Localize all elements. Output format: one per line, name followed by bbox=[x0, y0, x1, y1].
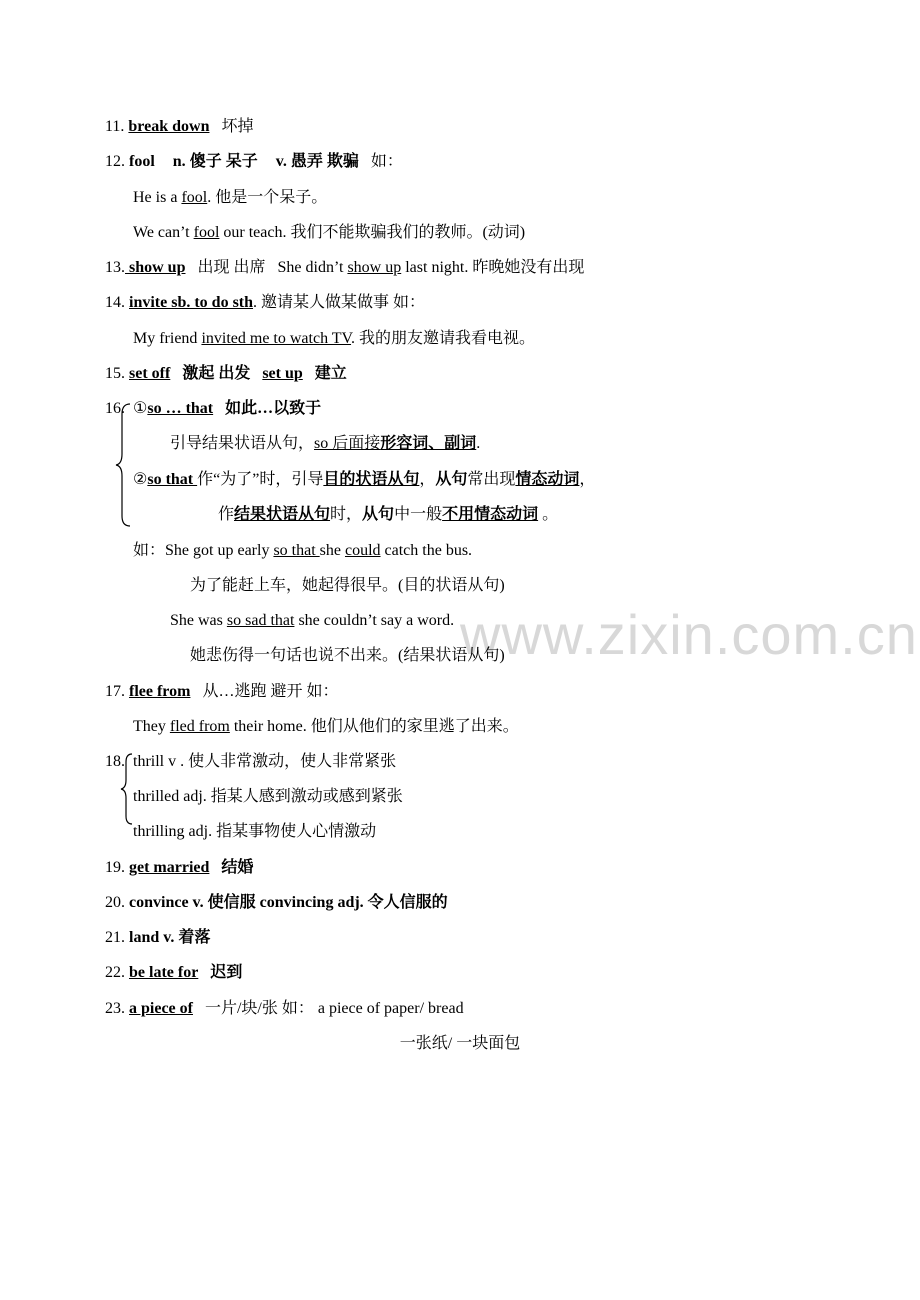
word-form: thrilling adj. 指某事物使人心情激动 bbox=[133, 823, 377, 840]
underlined-bold-text: 不用情态动词 bbox=[442, 506, 539, 523]
item-number: 16. bbox=[105, 400, 125, 417]
text: she couldn’t say a word. bbox=[294, 612, 455, 629]
item-19 bbox=[105, 858, 253, 878]
pos-label: v. bbox=[275, 153, 287, 170]
text: 作 bbox=[218, 506, 235, 523]
text: our teach. 我们不能欺骗我们的教师。(动词) bbox=[219, 224, 526, 241]
text: last night. 昨晚她没有出现 bbox=[401, 259, 585, 276]
item-number: 19. bbox=[105, 859, 125, 876]
item-20 bbox=[105, 893, 448, 913]
meaning: 出现 出席 bbox=[197, 259, 266, 276]
item-number: 12. bbox=[105, 153, 125, 170]
translation: 她悲伤得一句话也说不出来。(结果状语从句) bbox=[190, 647, 505, 664]
item-18 bbox=[105, 752, 125, 772]
text: 常出现 bbox=[467, 471, 516, 488]
item-number: 22. bbox=[105, 964, 125, 981]
watermark: www.zixin.com.cn bbox=[460, 603, 918, 666]
item-23 bbox=[105, 999, 464, 1019]
text: ， bbox=[419, 471, 436, 488]
text: . 他是一个呆子。 bbox=[207, 189, 328, 206]
text: catch the bus. bbox=[380, 542, 473, 559]
text: They bbox=[133, 718, 170, 735]
key-phrase: show up bbox=[125, 259, 186, 276]
underlined-bold-text: 结果状语从句 bbox=[234, 506, 331, 523]
meaning: 傻子 呆子 bbox=[189, 153, 258, 170]
meaning: 激起 出发 bbox=[182, 365, 251, 382]
text: 。 bbox=[538, 506, 559, 523]
item-16-point-2 bbox=[133, 470, 595, 490]
underlined-text: fool bbox=[193, 224, 220, 241]
underlined-bold-text: 目的状语从句 bbox=[323, 471, 420, 488]
example-sentence bbox=[133, 717, 519, 737]
item-number: 17. bbox=[105, 683, 125, 700]
meaning: 愚弄 欺骗 bbox=[290, 153, 359, 170]
text: she bbox=[319, 542, 345, 559]
text: She got up early bbox=[165, 542, 274, 559]
item-16 bbox=[105, 399, 125, 419]
meaning: 如此…以致于 bbox=[225, 400, 322, 417]
key-phrase: be late for bbox=[129, 964, 199, 981]
bold-text: 从句 bbox=[435, 471, 468, 488]
key-phrase: get married bbox=[129, 859, 210, 876]
word-form: thrill v . 使人非常激动，使人非常紧张 bbox=[133, 753, 397, 770]
underlined-text: show up bbox=[347, 259, 402, 276]
word-forms: convince v. 使信服 convincing adj. 令人信服的 bbox=[129, 894, 448, 911]
grammar-note bbox=[218, 505, 558, 525]
key-phrase: so that bbox=[147, 471, 198, 488]
circled-number: ① bbox=[133, 400, 148, 417]
item-number: 20. bbox=[105, 894, 125, 911]
item-number: 13. bbox=[105, 259, 125, 276]
underlined-text: so sad that bbox=[226, 612, 295, 629]
text: She didn’t bbox=[277, 259, 348, 276]
underlined-text: invited me to watch TV bbox=[201, 330, 352, 347]
text: their home. 他们从他们的家里逃了出来。 bbox=[229, 718, 519, 735]
circled-number: ② bbox=[133, 471, 148, 488]
translation: 一张纸/ 一块面包 bbox=[399, 1035, 521, 1052]
item-17 bbox=[105, 682, 338, 702]
item-number: 18. bbox=[105, 753, 125, 770]
item-number: 23. bbox=[105, 1000, 125, 1017]
text: 中一般 bbox=[394, 506, 443, 523]
meaning: 从…逃跑 避开 如： bbox=[202, 683, 339, 700]
item-number: 11. bbox=[105, 118, 125, 135]
example-sentence bbox=[133, 223, 525, 243]
example-sentence bbox=[133, 188, 327, 208]
meaning: 坏掉 bbox=[221, 118, 254, 135]
text: He is a bbox=[133, 189, 182, 206]
underlined-text: fool bbox=[181, 189, 208, 206]
item-12 bbox=[105, 152, 403, 172]
left-brace-icon bbox=[114, 402, 134, 528]
key-phrase: set up bbox=[262, 365, 303, 382]
item-22 bbox=[105, 963, 242, 983]
text: 时， bbox=[330, 506, 363, 523]
underlined-text: so 后面接 bbox=[314, 435, 381, 452]
meaning: 一片/块/张 如： a piece of paper/ bread bbox=[204, 1000, 464, 1017]
key-phrase: so … that bbox=[147, 400, 214, 417]
item-16-point-1 bbox=[133, 399, 321, 419]
underlined-bold-text: 情态动词 bbox=[515, 471, 580, 488]
meaning: 结婚 bbox=[221, 859, 254, 876]
item-11 bbox=[105, 117, 253, 137]
key-phrase: set off bbox=[129, 365, 171, 382]
key-phrase: break down bbox=[128, 118, 210, 135]
text: ， bbox=[579, 471, 596, 488]
underlined-text: so that bbox=[273, 542, 320, 559]
key-phrase: invite sb. to do sth bbox=[129, 294, 254, 311]
item-15 bbox=[105, 364, 347, 384]
example-sentence bbox=[133, 329, 535, 349]
key-phrase: flee from bbox=[129, 683, 191, 700]
underlined-bold-text: 形容词、副词 bbox=[380, 435, 477, 452]
item-number: 21. bbox=[105, 929, 125, 946]
text: My friend bbox=[133, 330, 202, 347]
item-21 bbox=[105, 928, 210, 948]
text: . 我的朋友邀请我看电视。 bbox=[351, 330, 536, 347]
example-lead: 如： bbox=[370, 153, 403, 170]
underlined-text: could bbox=[344, 542, 381, 559]
item-number: 15. bbox=[105, 365, 125, 382]
grammar-note bbox=[170, 434, 480, 454]
word-form: thrilled adj. 指某人感到激动或感到紧张 bbox=[133, 788, 403, 805]
text: . bbox=[476, 435, 481, 452]
meaning: 建立 bbox=[314, 365, 347, 382]
item-14 bbox=[105, 293, 425, 313]
key-word: fool bbox=[129, 153, 155, 170]
item-13 bbox=[105, 258, 584, 278]
text: We can’t bbox=[133, 224, 194, 241]
meaning: 迟到 bbox=[210, 964, 243, 981]
text: She was bbox=[170, 612, 227, 629]
translation: 为了能赶上车，她起得很早。(目的状语从句) bbox=[190, 577, 505, 594]
word-forms: land v. 着落 bbox=[129, 929, 211, 946]
pos-label: n. bbox=[172, 153, 186, 170]
item-number: 14. bbox=[105, 294, 125, 311]
bold-text: 从句 bbox=[362, 506, 395, 523]
text: 作“为了”时，引导 bbox=[197, 471, 324, 488]
underlined-text: fled from bbox=[169, 718, 230, 735]
example-lead: 如： bbox=[133, 542, 166, 559]
text: 引导结果状语从句， bbox=[170, 435, 315, 452]
example-sentence bbox=[170, 611, 454, 631]
example-sentence bbox=[133, 541, 472, 561]
key-phrase: a piece of bbox=[129, 1000, 193, 1017]
meaning: . 邀请某人做某做事 如： bbox=[253, 294, 426, 311]
